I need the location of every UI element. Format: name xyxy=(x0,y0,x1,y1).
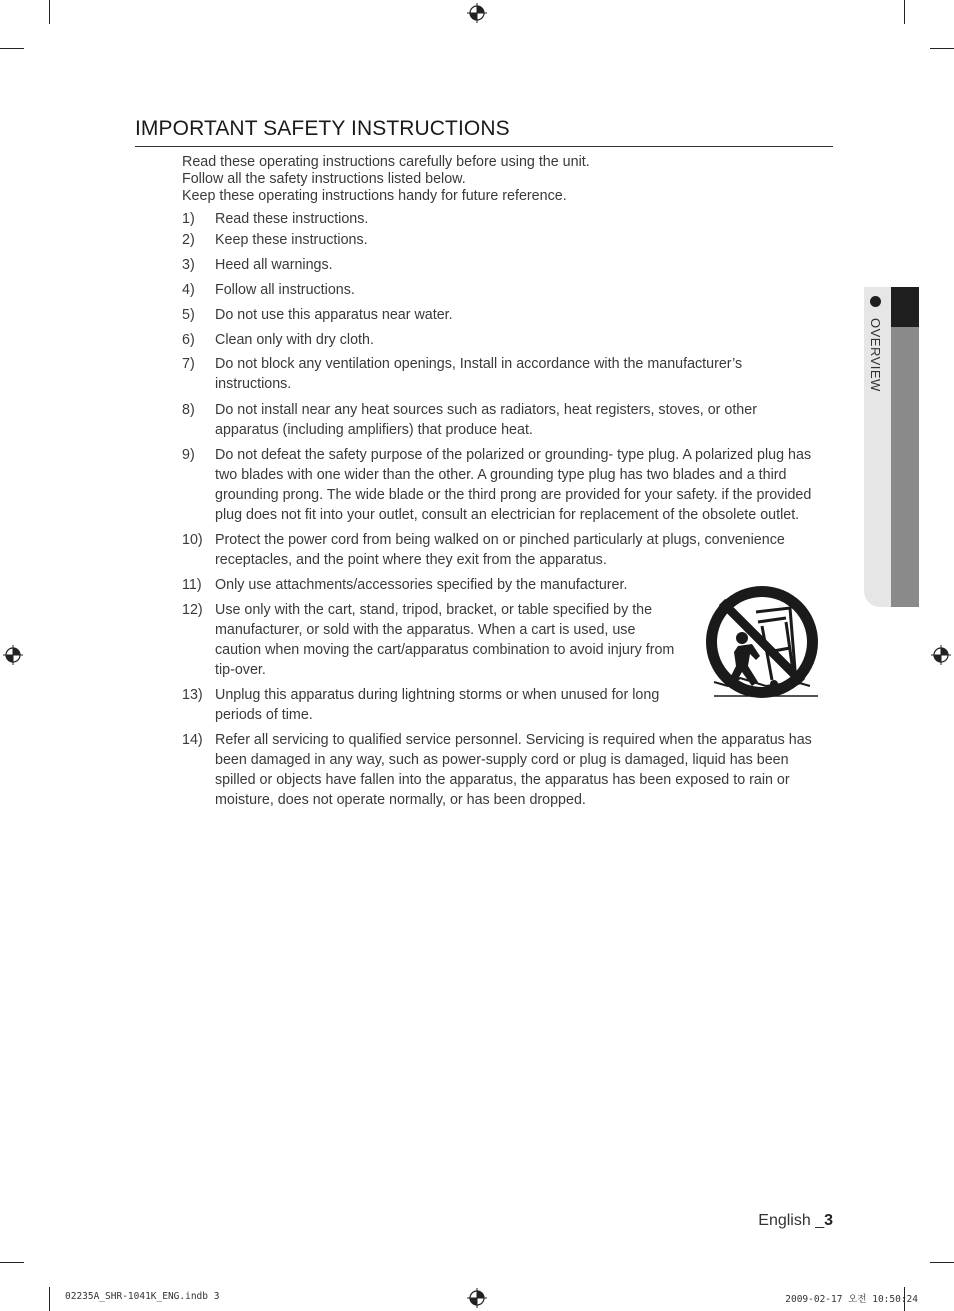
list-item-line: caution when moving the cart/apparatus combination to avoid injury from xyxy=(215,642,675,658)
list-item-text xyxy=(215,230,834,250)
intro-text xyxy=(182,154,802,205)
section-tab-strip xyxy=(891,287,919,607)
list-item-text xyxy=(215,280,834,300)
list-item-text xyxy=(215,530,834,570)
list-item-line: Use only with the cart, stand, tripod, bracket, or table specified by the xyxy=(215,602,653,618)
registration-mark-icon xyxy=(931,645,951,665)
list-item-line: spilled or objects have fallen into the apparatus, the apparatus has been exposed to rain or xyxy=(215,772,790,788)
list-item-line: Read these instructions. xyxy=(215,211,369,227)
list-item-number: 2) xyxy=(182,232,195,248)
list-item-text xyxy=(215,255,834,275)
list-item-line: grounding prong. The wide blade or the third prong are provided for your safety. if the provided xyxy=(215,487,812,503)
intro-line: Follow all the safety instructions listed below. xyxy=(182,171,466,187)
list-item-line: instructions. xyxy=(215,376,292,392)
list-item-text xyxy=(215,445,834,525)
list-item-line: Heed all warnings. xyxy=(215,257,333,273)
crop-mark xyxy=(930,1262,954,1263)
list-item-line: Follow all instructions. xyxy=(215,282,355,298)
crop-mark xyxy=(0,1262,24,1263)
list-item-number: 8) xyxy=(182,402,195,418)
intro-line: Keep these operating instructions handy for future reference. xyxy=(182,188,567,204)
registration-mark-icon xyxy=(467,3,487,23)
list-item-number: 1) xyxy=(182,211,195,227)
crop-mark xyxy=(49,1287,50,1311)
page-language: English _ xyxy=(758,1212,825,1229)
page-title: IMPORTANT SAFETY INSTRUCTIONS xyxy=(135,117,833,147)
list-item-line: Refer all servicing to qualified service personnel. Servicing is required when the apparatus has xyxy=(215,732,812,748)
registration-mark-icon xyxy=(3,645,23,665)
crop-mark xyxy=(49,0,50,24)
registration-mark-icon xyxy=(467,1288,487,1308)
cart-tip-over-warning-icon xyxy=(700,582,824,704)
section-tab-marker xyxy=(891,287,919,327)
list-item-line: Do not block any ventilation openings, Install in accordance with the manufacturer’s xyxy=(215,356,743,372)
list-item-number: 5) xyxy=(182,307,195,323)
list-item-text xyxy=(215,209,834,229)
list-item-text xyxy=(215,330,834,350)
list-item-line: Unplug this apparatus during lightning storms or when unused for long xyxy=(215,687,660,703)
list-item-number: 9) xyxy=(182,447,195,463)
bullet-icon xyxy=(870,296,881,307)
list-item-text xyxy=(215,305,834,325)
print-timestamp: 2009-02-17 오전 10:50:24 xyxy=(785,1294,918,1305)
list-item-number: 7) xyxy=(182,356,195,372)
list-item-line: Protect the power cord from being walked on or pinched particularly at plugs, convenience xyxy=(215,532,785,548)
list-item-line: tip-over. xyxy=(215,662,266,678)
list-item-line: receptacles, and the point where they exit from the apparatus. xyxy=(215,552,607,568)
list-item-number: 6) xyxy=(182,332,195,348)
list-item-line: two blades with one wider than the other. A grounding type plug has two blades and a third xyxy=(215,467,787,483)
list-item-text xyxy=(215,354,834,394)
list-item-number: 10) xyxy=(182,532,203,548)
list-item-line: Do not use this apparatus near water. xyxy=(215,307,453,323)
crop-mark xyxy=(930,48,954,49)
list-item-line: manufacturer, or sold with the apparatus. When a cart is used, use xyxy=(215,622,636,638)
crop-mark xyxy=(0,48,24,49)
list-item-line: apparatus (including amplifiers) that produce heat. xyxy=(215,422,533,438)
list-item-line: Do not install near any heat sources such as radiators, heat registers, stoves, or other xyxy=(215,402,757,418)
list-item-line: Do not defeat the safety purpose of the polarized or grounding- type plug. A polarized plug has xyxy=(215,447,812,463)
list-item-number: 13) xyxy=(182,687,203,703)
list-item-number: 3) xyxy=(182,257,195,273)
crop-mark xyxy=(904,0,905,24)
list-item-number: 14) xyxy=(182,732,203,748)
list-item-line: periods of time. xyxy=(215,707,313,723)
list-item-line: been damaged in any way, such as power-supply cord or plug is damaged, liquid has been xyxy=(215,752,789,768)
list-item-line: plug does not fit into your outlet, consult an electrician for replacement of the obsolete outlet. xyxy=(215,507,800,523)
list-item-number: 11) xyxy=(182,577,202,593)
page-number-value: 3 xyxy=(824,1212,833,1229)
list-item-text xyxy=(215,730,834,810)
section-tab-label: OVERVIEW xyxy=(868,318,883,392)
page-number xyxy=(758,1212,833,1230)
list-item-line: Only use attachments/accessories specified by the manufacturer. xyxy=(215,577,628,593)
print-file-info: 02235A_SHR-1041K_ENG.indb 3 xyxy=(65,1291,220,1302)
list-item-text xyxy=(215,400,834,440)
list-item-number: 12) xyxy=(182,602,203,618)
intro-line: Read these operating instructions carefully before using the unit. xyxy=(182,154,590,170)
list-item-line: Clean only with dry cloth. xyxy=(215,332,374,348)
list-item-line: moisture, does not operate normally, or has been dropped. xyxy=(215,792,586,808)
list-item-line: Keep these instructions. xyxy=(215,232,368,248)
list-item-number: 4) xyxy=(182,282,195,298)
